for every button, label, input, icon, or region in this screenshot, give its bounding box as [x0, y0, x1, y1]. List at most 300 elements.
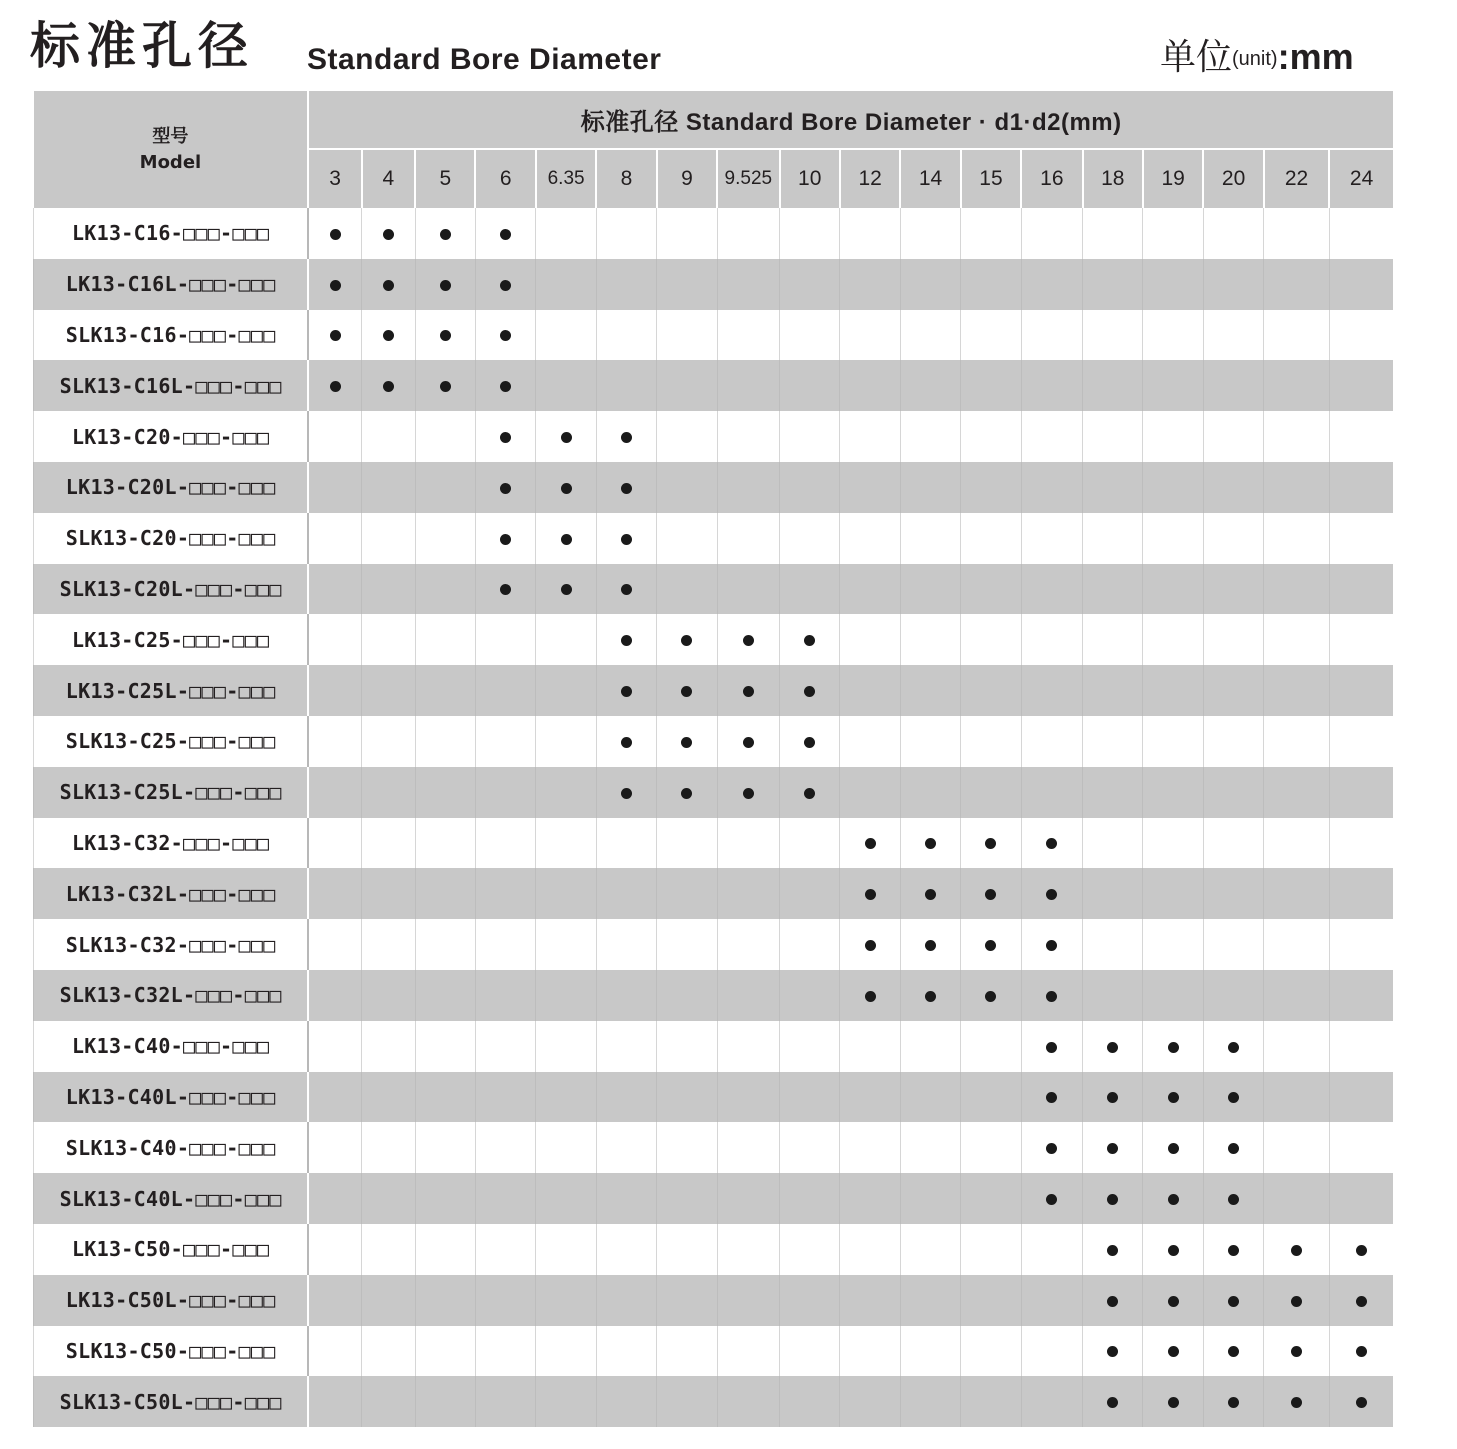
available-dot-icon — [500, 432, 511, 443]
bore-cell — [840, 513, 900, 564]
bore-cell — [1143, 665, 1203, 716]
available-dot-icon — [1356, 1346, 1367, 1357]
bore-cell — [1083, 1173, 1143, 1224]
model-header-zh: 型号 — [152, 125, 189, 147]
bore-cell — [840, 868, 900, 919]
bore-cell — [596, 665, 656, 716]
model-cell: SLK13-C16L-□□□-□□□ — [34, 360, 309, 411]
bore-cell — [900, 513, 960, 564]
bore-cell — [1264, 360, 1329, 411]
bore-cell — [1083, 1376, 1143, 1427]
bore-cell — [900, 208, 960, 259]
bore-cell — [1329, 564, 1393, 615]
bore-cell — [1143, 564, 1203, 615]
available-dot-icon — [1356, 1397, 1367, 1408]
bore-cell — [1264, 614, 1329, 665]
bore-cell — [1021, 310, 1082, 361]
bore-cell — [657, 513, 717, 564]
bore-cell — [657, 310, 717, 361]
bore-cell — [657, 665, 717, 716]
bore-cell — [475, 1275, 535, 1326]
available-dot-icon — [383, 229, 394, 240]
bore-cell — [657, 1072, 717, 1123]
bore-cell — [840, 818, 900, 869]
bore-cell — [1021, 564, 1082, 615]
bore-cell — [840, 1326, 900, 1377]
bore-cell — [780, 1122, 840, 1173]
size-header-cell: 12 — [840, 149, 900, 208]
bore-cell — [780, 1275, 840, 1326]
size-header-cell: 22 — [1264, 149, 1329, 208]
bore-cell — [415, 310, 475, 361]
bore-cell — [900, 1275, 960, 1326]
available-dot-icon — [1228, 1042, 1239, 1053]
bore-cell — [1083, 868, 1143, 919]
bore-cell — [1143, 1072, 1203, 1123]
bore-cell — [961, 360, 1021, 411]
bore-cell — [1264, 1021, 1329, 1072]
bore-cell — [900, 868, 960, 919]
available-dot-icon — [1356, 1296, 1367, 1307]
table-row — [34, 1173, 1394, 1224]
bore-cell — [900, 1122, 960, 1173]
available-dot-icon — [865, 889, 876, 900]
available-dot-icon — [1107, 1194, 1118, 1205]
bore-cell — [657, 868, 717, 919]
bore-cell — [1264, 259, 1329, 310]
available-dot-icon — [1291, 1296, 1302, 1307]
bore-cell — [780, 1224, 840, 1275]
bore-cell — [961, 1275, 1021, 1326]
available-dot-icon — [985, 991, 996, 1002]
bore-cell — [780, 564, 840, 615]
bore-cell — [475, 1326, 535, 1377]
bore-cell — [362, 818, 415, 869]
bore-cell — [961, 1072, 1021, 1123]
bore-cell — [596, 1326, 656, 1377]
bore-cell — [1143, 868, 1203, 919]
bore-cell — [961, 310, 1021, 361]
available-dot-icon — [1168, 1143, 1179, 1154]
bore-cell — [1083, 564, 1143, 615]
table-row — [34, 411, 1394, 462]
available-dot-icon — [330, 381, 341, 392]
bore-cell — [536, 665, 596, 716]
bore-cell — [961, 1224, 1021, 1275]
bore-cell — [362, 1072, 415, 1123]
bore-cell — [780, 716, 840, 767]
bore-cell — [536, 564, 596, 615]
table-row — [34, 1376, 1394, 1427]
available-dot-icon — [925, 838, 936, 849]
bore-cell — [1264, 513, 1329, 564]
bore-cell — [362, 1021, 415, 1072]
bore-cell — [1329, 513, 1393, 564]
table-row — [34, 1122, 1394, 1173]
bore-cell — [717, 1326, 779, 1377]
bore-cell — [415, 1021, 475, 1072]
bore-cell — [1083, 1224, 1143, 1275]
bore-cell — [362, 1122, 415, 1173]
available-dot-icon — [743, 686, 754, 697]
bore-cell — [308, 564, 361, 615]
available-dot-icon — [681, 686, 692, 697]
bore-cell — [1083, 462, 1143, 513]
bore-cell — [961, 1173, 1021, 1224]
bore-cell — [961, 1326, 1021, 1377]
bore-cell — [900, 411, 960, 462]
bore-cell — [596, 716, 656, 767]
bore-cell — [1203, 767, 1263, 818]
available-dot-icon — [621, 686, 632, 697]
bore-cell — [717, 1376, 779, 1427]
bore-cell — [1264, 1326, 1329, 1377]
table-row — [34, 1275, 1394, 1326]
bore-cell — [308, 868, 361, 919]
available-dot-icon — [561, 432, 572, 443]
bore-cell — [308, 919, 361, 970]
available-dot-icon — [1046, 940, 1057, 951]
bore-cell — [1021, 1122, 1082, 1173]
bore-cell — [900, 614, 960, 665]
bore-cell — [1203, 1122, 1263, 1173]
bore-cell — [840, 259, 900, 310]
model-cell: SLK13-C32-□□□-□□□ — [34, 919, 309, 970]
bore-cell — [1203, 513, 1263, 564]
bore-cell — [536, 868, 596, 919]
bore-cell — [717, 1122, 779, 1173]
bore-cell — [308, 970, 361, 1021]
bore-cell — [308, 716, 361, 767]
bore-cell — [415, 868, 475, 919]
bore-cell — [1203, 411, 1263, 462]
available-dot-icon — [865, 991, 876, 1002]
available-dot-icon — [925, 991, 936, 1002]
bore-cell — [657, 970, 717, 1021]
bore-cell — [1021, 665, 1082, 716]
available-dot-icon — [743, 635, 754, 646]
bore-cell — [415, 208, 475, 259]
bore-cell — [780, 919, 840, 970]
bore-cell — [596, 818, 656, 869]
available-dot-icon — [330, 330, 341, 341]
bore-cell — [475, 1376, 535, 1427]
bore-cell — [1021, 767, 1082, 818]
bore-cell — [596, 1173, 656, 1224]
available-dot-icon — [1107, 1346, 1118, 1357]
bore-cell — [475, 665, 535, 716]
bore-cell — [475, 1021, 535, 1072]
bore-cell — [1021, 818, 1082, 869]
bore-cell — [1329, 818, 1393, 869]
bore-cell — [1143, 1326, 1203, 1377]
bore-cell — [1143, 1376, 1203, 1427]
bore-cell — [1021, 614, 1082, 665]
bore-cell — [900, 767, 960, 818]
bore-cell — [1329, 1021, 1393, 1072]
bore-cell — [900, 919, 960, 970]
available-dot-icon — [1168, 1296, 1179, 1307]
bore-cell — [536, 411, 596, 462]
bore-cell — [1021, 411, 1082, 462]
size-header-cell: 20 — [1203, 149, 1263, 208]
bore-cell — [415, 360, 475, 411]
bore-cell — [362, 564, 415, 615]
bore-cell — [1203, 1224, 1263, 1275]
bore-cell — [717, 767, 779, 818]
available-dot-icon — [1228, 1296, 1239, 1307]
size-header-cell: 24 — [1329, 149, 1393, 208]
bore-cell — [415, 259, 475, 310]
bore-cell — [596, 310, 656, 361]
bore-cell — [1329, 1224, 1393, 1275]
bore-cell — [596, 868, 656, 919]
table-row — [34, 1326, 1394, 1377]
table-row — [34, 360, 1394, 411]
bore-cell — [780, 1376, 840, 1427]
table-row — [34, 665, 1394, 716]
bore-cell — [475, 767, 535, 818]
bore-cell — [657, 1224, 717, 1275]
bore-cell — [475, 1173, 535, 1224]
available-dot-icon — [621, 635, 632, 646]
bore-cell — [1329, 614, 1393, 665]
bore-cell — [840, 767, 900, 818]
bore-cell — [1264, 1275, 1329, 1326]
bore-cell — [1021, 513, 1082, 564]
bore-cell — [840, 1224, 900, 1275]
model-cell: SLK13-C50L-□□□-□□□ — [34, 1376, 309, 1427]
bore-cell — [308, 208, 361, 259]
bore-cell — [536, 1224, 596, 1275]
bore-cell — [961, 767, 1021, 818]
available-dot-icon — [621, 584, 632, 595]
bore-cell — [961, 1021, 1021, 1072]
model-cell: SLK13-C25-□□□-□□□ — [34, 716, 309, 767]
model-cell: LK13-C25-□□□-□□□ — [34, 614, 309, 665]
bore-cell — [717, 411, 779, 462]
bore-cell — [900, 1326, 960, 1377]
available-dot-icon — [1228, 1245, 1239, 1256]
table-row — [34, 1224, 1394, 1275]
bore-cell — [1021, 259, 1082, 310]
bore-cell — [1329, 767, 1393, 818]
bore-cell — [415, 919, 475, 970]
unit-value: :mm — [1277, 36, 1354, 77]
available-dot-icon — [1168, 1092, 1179, 1103]
table-row — [34, 310, 1394, 361]
model-cell: SLK13-C20L-□□□-□□□ — [34, 564, 309, 615]
bore-cell — [961, 411, 1021, 462]
bore-cell — [308, 818, 361, 869]
bore-cell — [780, 360, 840, 411]
bore-cell — [308, 1224, 361, 1275]
bore-cell — [961, 868, 1021, 919]
bore-cell — [415, 665, 475, 716]
bore-cell — [900, 462, 960, 513]
available-dot-icon — [985, 940, 996, 951]
available-dot-icon — [1107, 1245, 1118, 1256]
bore-cell — [308, 513, 361, 564]
bore-cell — [1329, 1275, 1393, 1326]
bore-cell — [475, 360, 535, 411]
bore-cell — [657, 564, 717, 615]
available-dot-icon — [383, 330, 394, 341]
bore-cell — [362, 970, 415, 1021]
bore-cell — [415, 1275, 475, 1326]
bore-cell — [1264, 310, 1329, 361]
bore-cell — [1143, 767, 1203, 818]
bore-cell — [1264, 919, 1329, 970]
bore-cell — [362, 513, 415, 564]
bore-cell — [536, 1376, 596, 1427]
bore-cell — [415, 1224, 475, 1275]
available-dot-icon — [681, 635, 692, 646]
available-dot-icon — [1046, 838, 1057, 849]
bore-cell — [1143, 259, 1203, 310]
bore-cell — [1143, 513, 1203, 564]
bore-cell — [1143, 1021, 1203, 1072]
bore-cell — [536, 1072, 596, 1123]
bore-cell — [1203, 310, 1263, 361]
bore-cell — [1264, 208, 1329, 259]
model-cell: SLK13-C32L-□□□-□□□ — [34, 970, 309, 1021]
bore-cell — [596, 1376, 656, 1427]
bore-cell — [961, 716, 1021, 767]
bore-cell — [1329, 259, 1393, 310]
bore-cell — [961, 970, 1021, 1021]
bore-cell — [596, 1072, 656, 1123]
bore-cell — [415, 411, 475, 462]
bore-cell — [536, 919, 596, 970]
bore-cell — [657, 259, 717, 310]
bore-cell — [1021, 1224, 1082, 1275]
bore-cell — [475, 564, 535, 615]
bore-cell — [900, 716, 960, 767]
bore-cell — [717, 665, 779, 716]
bore-cell — [1329, 716, 1393, 767]
bore-cell — [900, 1173, 960, 1224]
bore-cell — [1021, 716, 1082, 767]
available-dot-icon — [1107, 1042, 1118, 1053]
available-dot-icon — [1356, 1245, 1367, 1256]
bore-cell — [536, 360, 596, 411]
bore-cell — [415, 767, 475, 818]
bore-cell — [717, 259, 779, 310]
bore-cell — [596, 767, 656, 818]
bore-cell — [362, 868, 415, 919]
size-header-cell: 5 — [415, 149, 475, 208]
available-dot-icon — [500, 280, 511, 291]
available-dot-icon — [500, 330, 511, 341]
bore-cell — [780, 462, 840, 513]
available-dot-icon — [1291, 1397, 1302, 1408]
bore-cell — [308, 614, 361, 665]
page-title-zh: 标准孔径 — [30, 17, 254, 75]
page-title-en: Standard Bore Diameter — [307, 43, 662, 76]
bore-cell — [1203, 716, 1263, 767]
bore-cell — [596, 1122, 656, 1173]
bore-cell — [415, 716, 475, 767]
bore-cell — [596, 259, 656, 310]
bore-cell — [961, 919, 1021, 970]
bore-cell — [536, 818, 596, 869]
available-dot-icon — [1107, 1296, 1118, 1307]
bore-cell — [536, 1326, 596, 1377]
table-row — [34, 462, 1394, 513]
available-dot-icon — [330, 280, 341, 291]
bore-cell — [362, 208, 415, 259]
bore-cell — [1021, 970, 1082, 1021]
bore-cell — [1329, 970, 1393, 1021]
bore-cell — [1329, 462, 1393, 513]
bore-cell — [1329, 1173, 1393, 1224]
bore-cell — [1021, 1072, 1082, 1123]
bore-cell — [362, 310, 415, 361]
bore-cell — [596, 462, 656, 513]
bore-cell — [1143, 1224, 1203, 1275]
available-dot-icon — [383, 381, 394, 392]
bore-cell — [1083, 1326, 1143, 1377]
bore-cell — [717, 868, 779, 919]
bore-cell — [362, 462, 415, 513]
available-dot-icon — [1291, 1245, 1302, 1256]
bore-cell — [657, 1021, 717, 1072]
table-row — [34, 513, 1394, 564]
bore-cell — [961, 818, 1021, 869]
bore-cell — [308, 259, 361, 310]
model-cell: LK13-C20-□□□-□□□ — [34, 411, 309, 462]
available-dot-icon — [1228, 1143, 1239, 1154]
bore-cell — [657, 1122, 717, 1173]
bore-cell — [308, 1021, 361, 1072]
bore-cell — [840, 1173, 900, 1224]
available-dot-icon — [500, 381, 511, 392]
bore-cell — [840, 411, 900, 462]
bore-cell — [308, 360, 361, 411]
bore-cell — [1021, 1021, 1082, 1072]
bore-cell — [1083, 208, 1143, 259]
bore-cell — [1203, 919, 1263, 970]
bore-cell — [1143, 1275, 1203, 1326]
bore-cell — [536, 716, 596, 767]
bore-cell — [840, 310, 900, 361]
bore-cell — [657, 208, 717, 259]
bore-cell — [536, 1021, 596, 1072]
table-header — [34, 91, 1394, 208]
available-dot-icon — [1228, 1194, 1239, 1205]
bore-cell — [415, 1326, 475, 1377]
bore-cell — [961, 614, 1021, 665]
bore-cell — [780, 818, 840, 869]
bore-cell — [717, 970, 779, 1021]
model-cell: SLK13-C40-□□□-□□□ — [34, 1122, 309, 1173]
available-dot-icon — [985, 838, 996, 849]
size-header-cell: 6.35 — [536, 149, 596, 208]
bore-cell — [415, 970, 475, 1021]
available-dot-icon — [804, 686, 815, 697]
bore-cell — [475, 614, 535, 665]
bore-cell — [1083, 1122, 1143, 1173]
model-header-en: Model — [139, 151, 202, 173]
unit-label — [1160, 30, 1354, 86]
bore-cell — [1203, 1021, 1263, 1072]
bore-cell — [1083, 1072, 1143, 1123]
bore-cell — [475, 716, 535, 767]
available-dot-icon — [1046, 1143, 1057, 1154]
bore-cell — [840, 970, 900, 1021]
table-row — [34, 868, 1394, 919]
